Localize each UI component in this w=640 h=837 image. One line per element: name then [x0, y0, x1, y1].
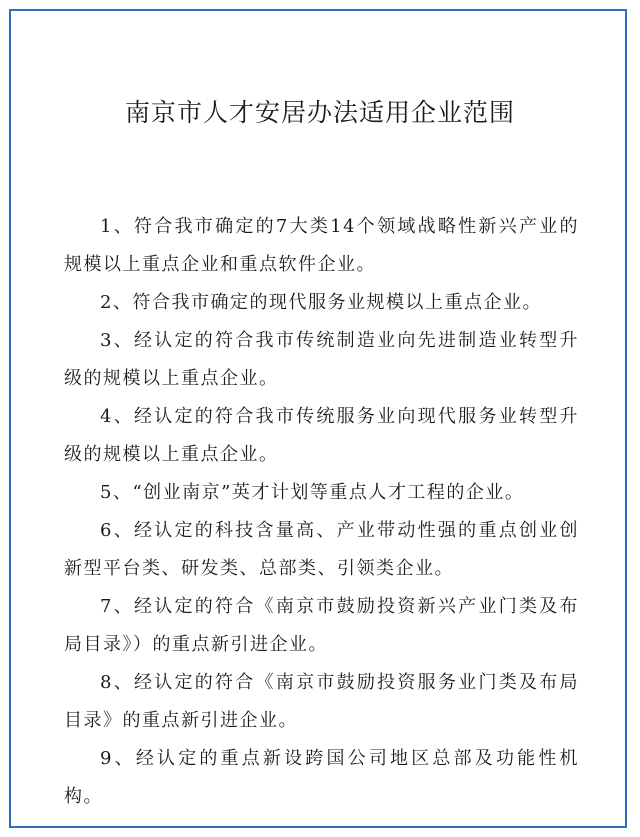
document-border-frame: [9, 9, 627, 828]
list-item: 5、“创业南京”英才计划等重点人才工程的企业。: [100, 482, 525, 503]
list-item: 3、经认定的符合我市传统制造业向先进制造业转型升级的规模以上重点企业。: [64, 330, 579, 389]
document-title: 南京市人才安居办法适用企业范围: [124, 98, 515, 127]
enterprise-scope-list: [64, 208, 579, 816]
list-item: 7、经认定的符合《南京市鼓励投资新兴产业门类及布局目录》）的重点新引进企业。: [64, 596, 579, 655]
list-item: 4、经认定的符合我市传统服务业向现代服务业转型升级的规模以上重点企业。: [64, 406, 579, 465]
list-item: 9、经认定的重点新设跨国公司地区总部及功能性机构。: [64, 748, 579, 807]
list-item: 1、符合我市确定的7大类14个领域战略性新兴产业的规模以上重点企业和重点软件企业。: [64, 216, 579, 275]
list-item: 8、经认定的符合《南京市鼓励投资服务业门类及布局目录》的重点新引进企业。: [64, 672, 579, 731]
list-item: 2、符合我市确定的现代服务业规模以上重点企业。: [100, 292, 542, 313]
list-item: 6、经认定的科技含量高、产业带动性强的重点创业创新型平台类、研发类、总部类、引领类企业。: [64, 520, 579, 579]
